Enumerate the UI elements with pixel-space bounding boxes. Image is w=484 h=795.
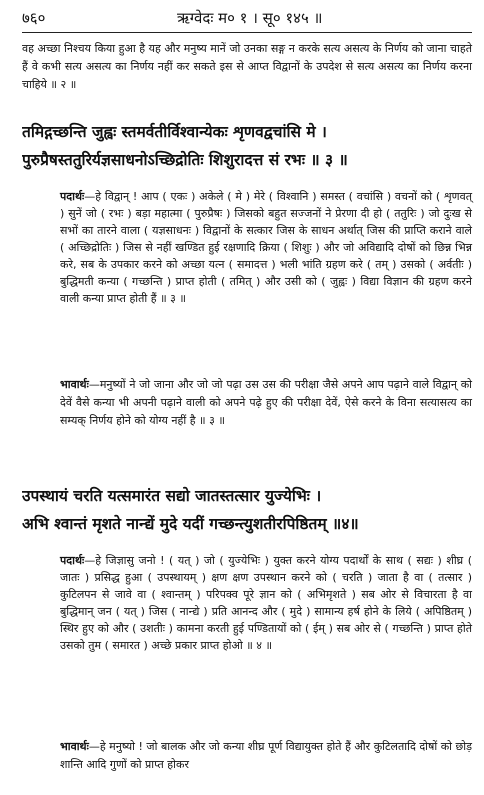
mantra-3-line-2: पुरुप्रैषस्ततुरिर्यज्ञसाधनोऽच्छिद्रोतिः शिशुरादत्त सं रभः ॥ ३ ॥ <box>22 150 348 169</box>
bhavartha-4-lead: भावार्थः <box>60 740 89 753</box>
page-header <box>22 6 472 30</box>
intro-text: वह अच्छा निश्चय किया हुआ है यह और मनुष्य मानें जो उनका सङ्ग न करके सत्य असत्य के निर्णय को जाना चाहते हैं वे कभी सत्य असत्य का निर्णय नहीं कर सकते इस से आप्त विद्वानों के उपदेश से सत्य असत्य का निर्णय करना चाहिये ॥ २ ॥ <box>22 42 472 91</box>
mantra-4 <box>22 482 472 538</box>
page-number: ७६० <box>22 9 46 27</box>
bhavartha-3-text: —मनुष्यों ने जो जाना और जो जो पढ़ा उस उस की परीक्षा जैसे अपने आप पढ़ाने वाले विद्वान् को देवें वैसे कन्या भी अपनी पढ़ाने वाली को अपने पढ़े हुए की परीक्षा देवें, ऐसे करने के विना सत्यासत्य का सम्यक् निर्णय होने को योग्य नहीं है ॥ ३ ॥ <box>60 378 472 427</box>
padartha-4 <box>22 552 472 654</box>
padartha-3-lead: पदार्थः <box>60 190 85 203</box>
mantra-4-line-2: अभि श्वान्तं मृशते नान्द्यें मुदे यदीं गच्छन्त्युशतीरपिष्ठितम् ॥४॥ <box>22 514 359 533</box>
running-title: ऋग्वेदः म० १ । सू० १४५ ॥ <box>177 9 323 27</box>
padartha-4-lead: पदार्थः <box>60 554 85 567</box>
mantra-3 <box>22 118 472 174</box>
mantra-3-line-1: तमिद्गच्छन्ति जुह्वः स्तमर्वतीर्विश्वान्येकः शृणवद्वचांसि मे । <box>22 122 327 141</box>
padartha-3 <box>22 188 472 307</box>
bhavartha-4 <box>22 738 472 774</box>
header-rule <box>22 32 472 33</box>
intro-paragraph <box>22 40 472 94</box>
bhavartha-3-lead: भावार्थः <box>60 378 89 391</box>
padartha-4-text: —हे जिज्ञासु जनो ! ( यत् ) जो ( युज्येभिः ) युक्त करने योग्य पदार्थों के साथ ( सद्यः ) शीघ्र ( जातः ) प्रसिद्ध हुआ ( उपस्थायम् ) क्षण क्षण उपस्थान करने को ( चरति ) जाता है वा ( तत्सार ) कुटिलपन से जावे वा ( श्वान्तम् ) परिपक्व पूरे ज्ञान को ( अभिमृशते ) सब ओर से विचारता है वा बुद्धिमान् जन ( यत् ) जिस ( नान्द्ये ) प्रति आनन्द और ( मुदे ) सामान्य हर्ष होने के लिये ( अपिष्ठितम् ) स्थिर हुए को और ( उशतीः ) कामना करती हुई पण्डितायों को ( ईम् ) सब ओर से ( गच्छन्ति ) प्राप्त होते उसको तुम ( समारत ) अच्छे प्रकार प्राप्त होओ ॥ ४ ॥ <box>60 554 472 652</box>
mantra-4-line-1: उपस्थायं चरति यत्समारंत सद्यो जातस्तत्सार युज्येभिः । <box>22 486 322 505</box>
bhavartha-3 <box>22 376 472 430</box>
padartha-3-text: —हे विद्वान् ! आप ( एकः ) अकेले ( मे ) मेरे ( विश्वानि ) समस्त ( वचांसि ) वचनों को ( शृणवत् ) सुनें जो ( रभः ) बड़ा महात्मा ( पुरुप्रैषः ) जिसको बहुत सज्जनों ने प्रेरणा दी हो ( ततुरिः ) जो दुःख से सभों का तारने वाला ( यज्ञसाधनः ) विद्वानों के सत्कार जिस के साधन अर्थात् जिस की प्राप्ति कराने वाले ( अच्छिद्रोतिः ) जिस से नहीं खण्डित हुई रक्षणादि क्रिया ( शिशुः ) और जो अविद्यादि दोषों को छिन्न भिन्न करे, सब के उपकार करने को अच्छा यत्न ( समादत्त ) भली भांति ग्रहण करे ( तम् ) उसको ( अर्वतीः ) बुद्धिमती कन्या ( गच्छन्ति ) प्राप्त होती ( तमित् ) और उसी को ( जुह्वः ) विद्या विज्ञान की ग्रहण करने वाली कन्या प्राप्त होती हैं ॥ ३ ॥ <box>60 190 472 305</box>
bhavartha-4-text: —हे मनुष्यो ! जो बालक और जो कन्या शीघ्र पूर्ण विद्यायुक्त होते हैं और कुटिलतादि दोषों को छोड़ शान्ति आदि गुणों को प्राप्त होकर <box>60 740 472 771</box>
